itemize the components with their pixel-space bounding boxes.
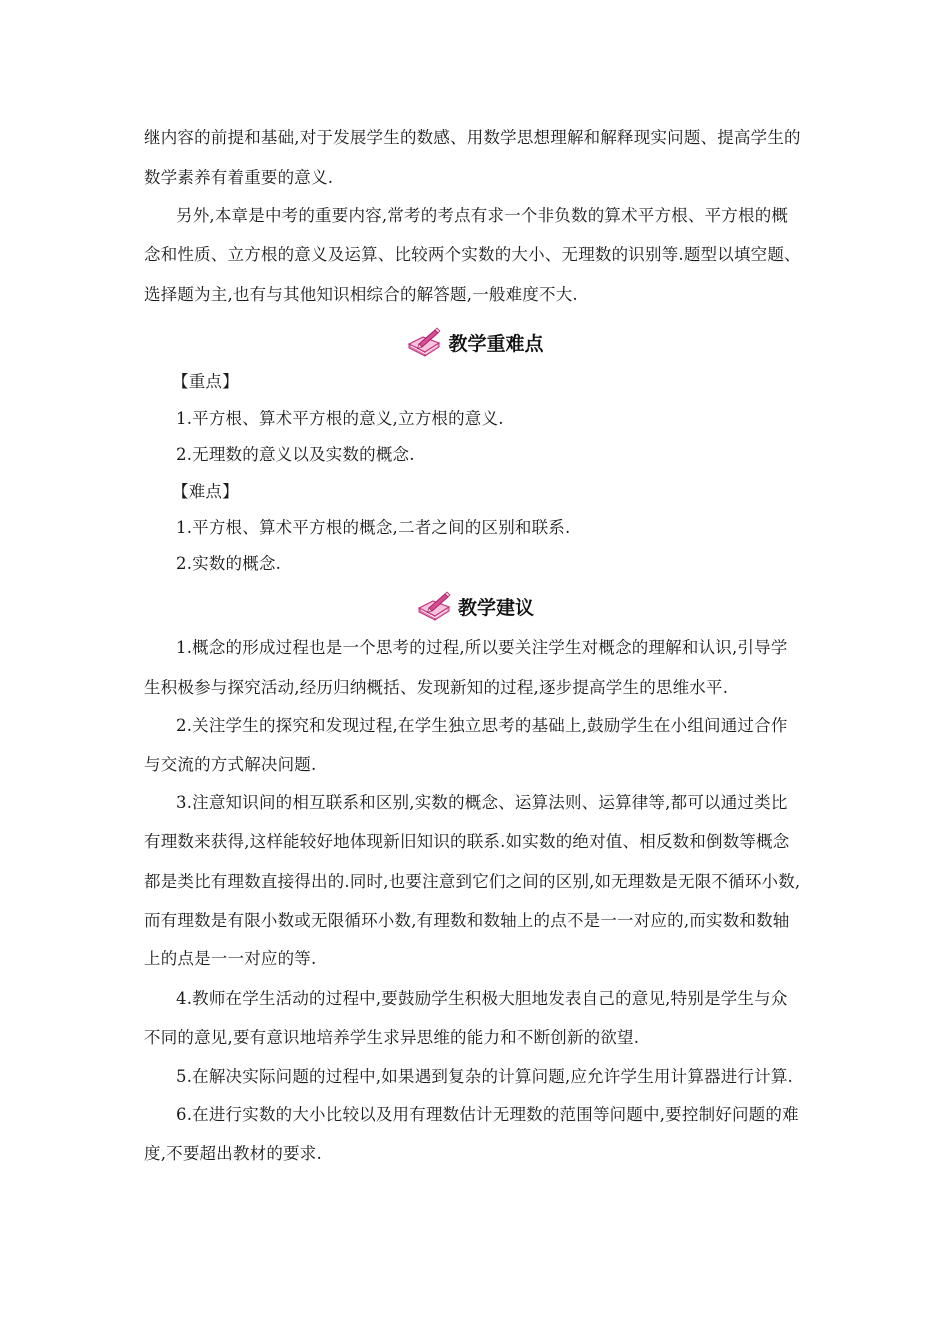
section-title: 教学重难点 [448, 332, 544, 355]
section-title: 教学建议 [457, 596, 534, 619]
book-pencil-icon [416, 591, 452, 621]
intro-line-1: 继内容的前提和基础,对于发展学生的数感、用数学思想理解和解释现实问题、提高学生的 [144, 128, 801, 147]
difficult-points-label: 【难点】 [172, 482, 239, 501]
suggestion-line: 3.注意知识间的相互联系和区别,实数的概念、运算法则、运算律等,都可以通过类比 [176, 793, 788, 812]
intro-line-5: 选择题为主,也有与其他知识相综合的解答题,一般难度不大. [144, 285, 578, 304]
section-header-teaching-suggestions [0, 586, 950, 626]
suggestion-line: 1.概念的形成过程也是一个思考的过程,所以要关注学生对概念的理解和认识,引导学 [176, 638, 788, 657]
intro-line-4: 念和性质、立方根的意义及运算、比较两个实数的大小、无理数的识别等.题型以填空题、 [144, 245, 801, 264]
suggestion-line: 与交流的方式解决问题. [144, 755, 317, 774]
intro-line-2: 数学素养有着重要的意义. [144, 168, 334, 187]
suggestion-line: 度,不要超出教材的要求. [144, 1144, 322, 1163]
key-points-label: 【重点】 [172, 372, 239, 391]
section-header-key-difficult [0, 322, 950, 362]
key-point-item: 2.无理数的意义以及实数的概念. [176, 445, 415, 464]
suggestion-line: 而有理数是有限小数或无限循环小数,有理数和数轴上的点不是一一对应的,而实数和数轴 [144, 911, 790, 930]
intro-line-3: 另外,本章是中考的重要内容,常考的考点有求一个非负数的算术平方根、平方根的概 [176, 206, 789, 225]
book-pencil-icon [406, 327, 442, 357]
suggestion-line: 上的点是一一对应的等. [144, 949, 317, 968]
suggestion-line: 2.关注学生的探究和发现过程,在学生独立思考的基础上,鼓励学生在小组间通过合作 [176, 716, 788, 735]
suggestion-line: 生积极参与探究活动,经历归纳概括、发现新知的过程,逐步提高学生的思维水平. [144, 678, 729, 697]
suggestion-line: 5.在解决实际问题的过程中,如果遇到复杂的计算问题,应允许学生用计算器进行计算. [176, 1067, 793, 1086]
suggestion-line: 4.教师在学生活动的过程中,要鼓励学生积极大胆地发表自己的意见,特别是学生与众 [176, 989, 788, 1008]
suggestion-line: 有理数来获得,这样能较好地体现新旧知识的联系.如实数的绝对值、相反数和倒数等概念 [144, 832, 790, 851]
key-point-item: 1.平方根、算术平方根的意义,立方根的意义. [176, 409, 504, 428]
difficult-point-item: 2.实数的概念. [176, 554, 282, 573]
difficult-point-item: 1.平方根、算术平方根的概念,二者之间的区别和联系. [176, 518, 571, 537]
suggestion-line: 6.在进行实数的大小比较以及用有理数估计无理数的范围等问题中,要控制好问题的难 [176, 1105, 799, 1124]
suggestion-line: 都是类比有理数直接得出的.同时,也要注意到它们之间的区别,如无理数是无限不循环小数, [144, 872, 801, 891]
suggestion-line: 不同的意见,要有意识地培养学生求异思维的能力和不断创新的欲望. [144, 1028, 640, 1047]
